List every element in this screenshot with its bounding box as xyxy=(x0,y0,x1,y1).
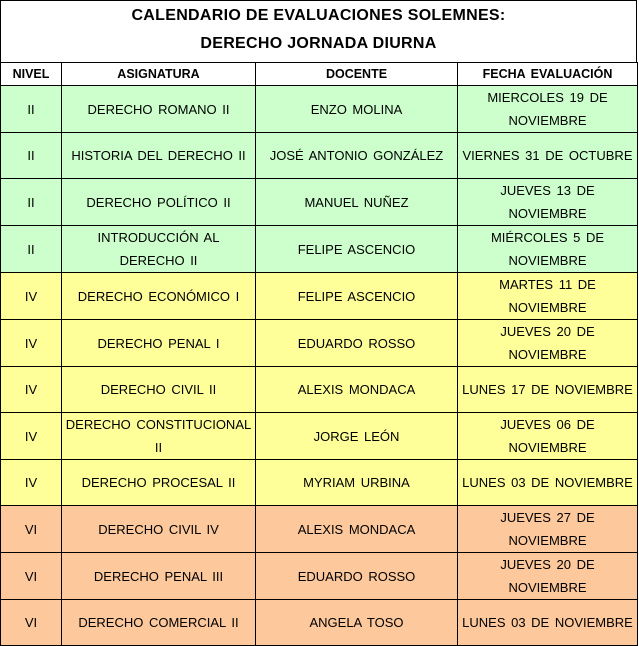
cell-asignatura[interactable]: DERECHO PENAL III xyxy=(62,553,256,600)
evaluations-table xyxy=(0,62,638,646)
cell-nivel[interactable]: IV xyxy=(1,413,62,460)
cell-docente[interactable]: FELIPE ASCENCIO xyxy=(256,273,458,320)
header-asignatura[interactable]: ASIGNATURA xyxy=(62,63,256,86)
header-row xyxy=(1,63,638,86)
cell-fecha[interactable]: JUEVES 27 DE NOVIEMBRE xyxy=(458,506,638,553)
title-line-1: CALENDARIO DE EVALUACIONES SOLEMNES: xyxy=(131,7,506,24)
cell-asignatura[interactable]: DERECHO PROCESAL II xyxy=(62,460,256,506)
cell-asignatura[interactable]: DERECHO COMERCIAL II xyxy=(62,600,256,646)
title-line-2: DERECHO JORNADA DIURNA xyxy=(200,35,437,52)
table-row xyxy=(1,133,638,179)
cell-fecha[interactable]: MIERCOLES 19 DE NOVIEMBRE xyxy=(458,86,638,133)
cell-nivel[interactable]: VI xyxy=(1,506,62,553)
cell-docente[interactable]: MANUEL NUÑEZ xyxy=(256,179,458,226)
table-row xyxy=(1,413,638,460)
cell-asignatura[interactable]: DERECHO CONSTITUCIONAL II xyxy=(62,413,256,460)
cell-docente[interactable]: EDUARDO ROSSO xyxy=(256,553,458,600)
cell-docente[interactable]: JOSÉ ANTONIO GONZÁLEZ xyxy=(256,133,458,179)
cell-fecha[interactable]: JUEVES 20 DE NOVIEMBRE xyxy=(458,320,638,367)
header-docente[interactable]: DOCENTE xyxy=(256,63,458,86)
cell-asignatura[interactable]: DERECHO CIVIL II xyxy=(62,367,256,413)
table-row xyxy=(1,367,638,413)
cell-asignatura[interactable]: DERECHO POLÍTICO II xyxy=(62,179,256,226)
cell-nivel[interactable]: II xyxy=(1,179,62,226)
cell-asignatura[interactable]: HISTORIA DEL DERECHO II xyxy=(62,133,256,179)
cell-docente[interactable]: MYRIAM URBINA xyxy=(256,460,458,506)
cell-nivel[interactable]: II xyxy=(1,86,62,133)
table-row xyxy=(1,600,638,646)
table-row xyxy=(1,460,638,506)
cell-asignatura[interactable]: DERECHO CIVIL IV xyxy=(62,506,256,553)
cell-fecha[interactable]: JUEVES 13 DE NOVIEMBRE xyxy=(458,179,638,226)
header-nivel[interactable]: NIVEL xyxy=(1,63,62,86)
cell-fecha[interactable]: JUEVES 06 DE NOVIEMBRE xyxy=(458,413,638,460)
cell-docente[interactable]: FELIPE ASCENCIO xyxy=(256,226,458,273)
cell-nivel[interactable]: IV xyxy=(1,320,62,367)
cell-nivel[interactable]: VI xyxy=(1,553,62,600)
cell-docente[interactable]: ENZO MOLINA xyxy=(256,86,458,133)
table-row xyxy=(1,553,638,600)
cell-docente[interactable]: EDUARDO ROSSO xyxy=(256,320,458,367)
table-row xyxy=(1,86,638,133)
table-row xyxy=(1,273,638,320)
table-row xyxy=(1,179,638,226)
cell-nivel[interactable]: II xyxy=(1,133,62,179)
cell-asignatura[interactable]: DERECHO ROMANO II xyxy=(62,86,256,133)
cell-fecha[interactable]: VIERNES 31 DE OCTUBRE xyxy=(458,133,638,179)
table-row xyxy=(1,506,638,553)
cell-nivel[interactable]: VI xyxy=(1,600,62,646)
cell-asignatura[interactable]: INTRODUCCIÓN AL DERECHO II xyxy=(62,226,256,273)
cell-docente[interactable]: ALEXIS MONDACA xyxy=(256,367,458,413)
cell-nivel[interactable]: IV xyxy=(1,460,62,506)
cell-nivel[interactable]: IV xyxy=(1,367,62,413)
cell-docente[interactable]: JORGE LEÓN xyxy=(256,413,458,460)
header-fecha[interactable]: FECHA EVALUACIÓN xyxy=(458,63,638,86)
cell-asignatura[interactable]: DERECHO PENAL I xyxy=(62,320,256,367)
cell-fecha[interactable]: MIÉRCOLES 5 DE NOVIEMBRE xyxy=(458,226,638,273)
cell-asignatura[interactable]: DERECHO ECONÓMICO I xyxy=(62,273,256,320)
cell-nivel[interactable]: II xyxy=(1,226,62,273)
table-row xyxy=(1,226,638,273)
cell-fecha[interactable]: JUEVES 20 DE NOVIEMBRE xyxy=(458,553,638,600)
cell-nivel[interactable]: IV xyxy=(1,273,62,320)
cell-docente[interactable]: ANGELA TOSO xyxy=(256,600,458,646)
cell-docente[interactable]: ALEXIS MONDACA xyxy=(256,506,458,553)
cell-fecha[interactable]: LUNES 17 DE NOVIEMBRE xyxy=(458,367,638,413)
cell-fecha[interactable]: MARTES 11 DE NOVIEMBRE xyxy=(458,273,638,320)
title-block xyxy=(0,0,637,62)
table-row xyxy=(1,320,638,367)
cell-fecha[interactable]: LUNES 03 DE NOVIEMBRE xyxy=(458,600,638,646)
cell-fecha[interactable]: LUNES 03 DE NOVIEMBRE xyxy=(458,460,638,506)
